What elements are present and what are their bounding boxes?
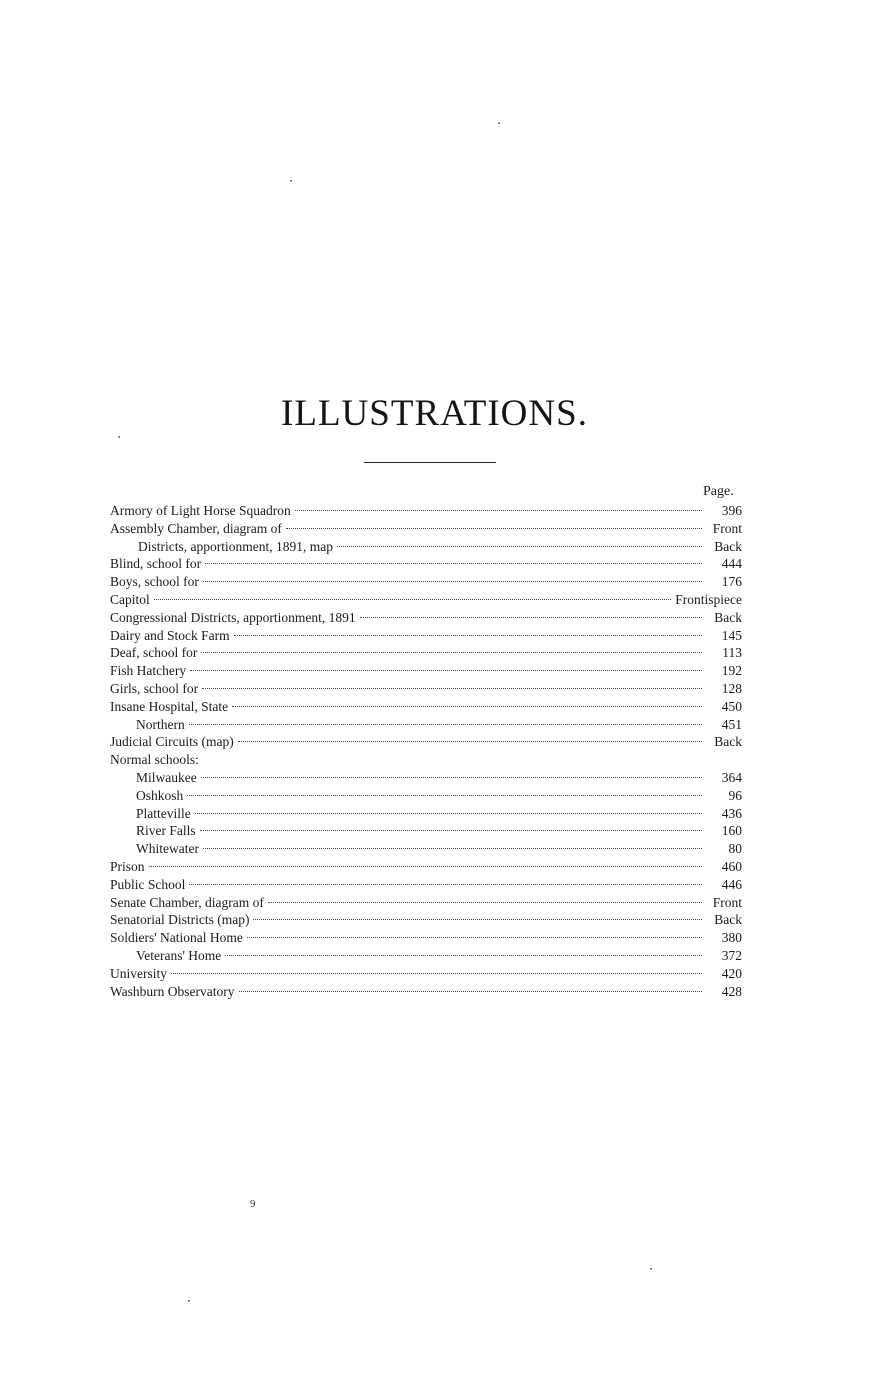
- dot-leader: [189, 724, 702, 725]
- dot-leader: [238, 741, 702, 742]
- toc-entry-page: 160: [721, 823, 742, 839]
- toc-entry-label: Prison: [110, 858, 145, 874]
- toc-entry-page: Back: [714, 609, 742, 625]
- page-column-header: Page.: [703, 484, 734, 499]
- toc-entry-page: 113: [722, 645, 742, 661]
- dot-leader: [187, 795, 702, 796]
- toc-entry-page: 176: [721, 574, 742, 590]
- toc-entry-label: Girls, school for: [110, 680, 199, 696]
- toc-entry: [110, 733, 742, 751]
- dot-leader: [234, 635, 702, 636]
- toc-entry-label: Blind, school for: [110, 556, 202, 572]
- toc-entry-page: Back: [714, 538, 742, 554]
- dot-leader: [205, 563, 702, 564]
- toc-entry-page: Back: [714, 912, 742, 928]
- toc-entry-page: Frontispiece: [675, 591, 742, 607]
- dot-leader: [190, 670, 702, 671]
- toc-entry: [110, 716, 742, 734]
- toc-entry: [110, 502, 742, 520]
- toc-entry: [110, 840, 742, 858]
- toc-entry-page: 128: [721, 680, 742, 696]
- dot-leader: [149, 866, 702, 867]
- toc-entry: [110, 787, 742, 805]
- toc-entry-page: 450: [721, 698, 742, 714]
- toc-entry-label: Armory of Light Horse Squadron: [110, 503, 291, 518]
- dot-leader: [253, 919, 702, 920]
- toc-entry-label: Fish Hatchery: [110, 663, 187, 679]
- toc-entry-page: 446: [721, 876, 742, 892]
- dot-leader: [239, 991, 702, 992]
- toc-entry: [110, 769, 742, 787]
- toc-entry-label: Washburn Observatory: [110, 983, 235, 999]
- toc-entry-label: Oshkosh: [136, 787, 184, 803]
- dot-leader: [337, 546, 702, 547]
- scan-speck: [118, 436, 120, 438]
- scan-speck: [498, 122, 500, 124]
- toc-entry: [110, 520, 742, 538]
- illustrations-list: [110, 502, 742, 1000]
- toc-entry: [110, 858, 742, 876]
- toc-entry: [110, 644, 742, 662]
- toc-entry: [110, 662, 742, 680]
- toc-entry-label: Platteville: [136, 805, 191, 821]
- toc-entry-label: Assembly Chamber, diagram of: [110, 520, 282, 536]
- toc-entry: [110, 555, 742, 573]
- dot-leader: [232, 706, 702, 707]
- toc-entry-label: Districts, apportionment, 1891, map: [138, 538, 333, 554]
- toc-entry-label: Northern: [136, 716, 185, 732]
- toc-entry-page: 364: [721, 769, 742, 785]
- toc-entry: [110, 894, 742, 912]
- toc-entry: [110, 627, 742, 645]
- dot-leader: [203, 581, 702, 582]
- toc-entry: [110, 591, 742, 609]
- toc-entry-page: 372: [721, 947, 742, 963]
- dot-leader: [154, 599, 672, 600]
- page-title: ILLUSTRATIONS.: [281, 393, 588, 434]
- dot-leader: [200, 830, 702, 831]
- toc-entry-label: Boys, school for: [110, 574, 199, 590]
- toc-entry-page: 460: [721, 858, 742, 874]
- toc-entry-label: Deaf, school for: [110, 645, 198, 661]
- scan-speck: [650, 1268, 652, 1270]
- toc-entry-page: 396: [721, 503, 742, 518]
- dot-leader: [360, 617, 702, 618]
- toc-entry-page: Front: [712, 894, 742, 910]
- toc-entry: [110, 947, 742, 965]
- toc-entry-label: Capitol: [110, 591, 150, 607]
- toc-entry-label: Judicial Circuits (map): [110, 734, 234, 750]
- dot-leader: [247, 937, 702, 938]
- toc-entry: [110, 698, 742, 716]
- toc-entry-page: 451: [721, 716, 742, 732]
- toc-entry-label: Congressional Districts, apportionment, 1891: [110, 609, 356, 625]
- dot-leader: [286, 528, 702, 529]
- toc-entry-page: 444: [721, 556, 742, 572]
- scan-speck: [188, 1300, 190, 1302]
- dot-leader: [202, 688, 702, 689]
- toc-entry-label: Senate Chamber, diagram of: [110, 894, 264, 910]
- toc-entry-label: Insane Hospital, State: [110, 698, 229, 714]
- dot-leader: [171, 973, 702, 974]
- dot-leader: [201, 652, 702, 653]
- toc-entry-label: Whitewater: [136, 841, 199, 857]
- toc-entry: [110, 929, 742, 947]
- dot-leader: [189, 884, 702, 885]
- toc-entry: [110, 965, 742, 983]
- toc-entry-page: 192: [721, 663, 742, 679]
- toc-entry-label: Senatorial Districts (map): [110, 912, 250, 928]
- toc-entry-label: Milwaukee: [136, 769, 197, 785]
- toc-entry-page: 436: [721, 805, 742, 821]
- toc-entry-label: River Falls: [136, 823, 196, 839]
- dot-leader: [268, 902, 702, 903]
- toc-entry-page: 428: [721, 983, 742, 999]
- toc-entry-label: Dairy and Stock Farm: [110, 627, 230, 643]
- dot-leader: [203, 848, 702, 849]
- toc-entry-page: 96: [728, 787, 742, 803]
- toc-entry: [110, 911, 742, 929]
- toc-entry: [110, 822, 742, 840]
- toc-entry-label: Normal schools:: [110, 752, 199, 768]
- dot-leader: [295, 510, 702, 511]
- dot-leader: [201, 777, 702, 778]
- dot-leader: [225, 955, 702, 956]
- toc-entry-page: 145: [721, 627, 742, 643]
- toc-entry-label: Soldiers' National Home: [110, 930, 243, 946]
- toc-entry: [110, 680, 742, 698]
- toc-entry: [110, 983, 742, 1001]
- toc-entry: [110, 609, 742, 627]
- toc-entry: [110, 538, 742, 556]
- toc-entry-label: Veterans' Home: [136, 947, 222, 963]
- toc-entry-page: Front: [712, 520, 742, 536]
- toc-entry: [110, 573, 742, 591]
- toc-entry-label: Public School: [110, 876, 186, 892]
- toc-entry-page: 80: [728, 841, 742, 857]
- scan-speck: [290, 180, 292, 182]
- dot-leader: [195, 813, 702, 814]
- toc-entry: [110, 751, 742, 769]
- toc-entry-page: 380: [721, 930, 742, 946]
- toc-entry-page: 420: [721, 965, 742, 981]
- toc-entry-label: University: [110, 965, 167, 981]
- folio-number: 9: [250, 1198, 256, 1210]
- toc-entry: [110, 805, 742, 823]
- toc-entry-page: Back: [714, 734, 742, 750]
- toc-entry: [110, 876, 742, 894]
- title-rule: [364, 462, 496, 463]
